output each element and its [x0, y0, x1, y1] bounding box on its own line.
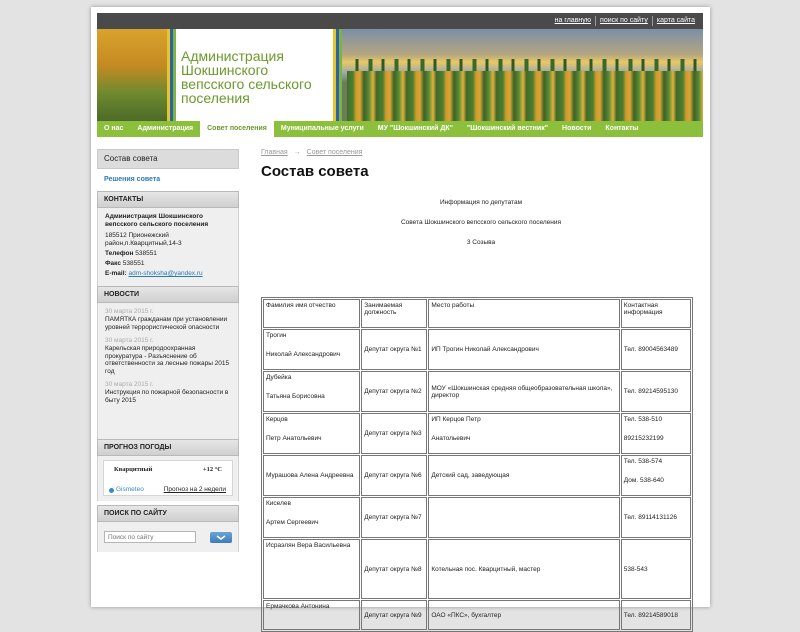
- column-header: Занимаемая должность: [361, 299, 427, 328]
- search-heading: ПОИСК ПО САЙТУ: [97, 505, 239, 522]
- site-search-link[interactable]: поиск по сайту: [595, 16, 652, 26]
- contacts-block: [97, 208, 239, 286]
- cell-name: Керцов Петр Анатольевич: [263, 413, 360, 454]
- info-convocation: 3 Созыва: [466, 239, 496, 246]
- email-link[interactable]: adm-shoksha@yandex.ru: [128, 270, 203, 277]
- cell-contact: Тел. 89114131126: [621, 497, 691, 538]
- flag-stripes-left: [167, 29, 176, 121]
- cell-work: Котельная пос. Кварцитный, мастер: [428, 539, 619, 599]
- column-header: Фамилия имя отчество: [263, 299, 360, 328]
- cell-position: Депутат округа №8: [361, 539, 427, 599]
- search-input[interactable]: [104, 531, 196, 543]
- two-week-forecast-link[interactable]: Прогноз на 2 недели: [163, 486, 226, 493]
- cell-name: Дубейка Татьяна Борисовна: [263, 371, 360, 412]
- cell-name: Исраэлян Вера Васильевна: [263, 539, 360, 599]
- cell-name: Мурашова Алена Андреевна: [263, 455, 360, 496]
- column-header: Контактная информация: [621, 299, 691, 328]
- cell-contact: 538-543: [621, 539, 691, 599]
- breadcrumb-separator: →: [293, 149, 301, 156]
- contact-fax: Факс 538551: [105, 260, 145, 267]
- cell-position: Депутат округа №7: [361, 497, 427, 538]
- nav-item-administration[interactable]: Администрация: [137, 125, 194, 132]
- search-form: [104, 524, 232, 550]
- nav-item-news[interactable]: Новости: [562, 125, 592, 132]
- news-heading: НОВОСТИ: [97, 286, 239, 303]
- cell-name: Трогин Николай Александрович: [263, 329, 360, 370]
- news-block: [97, 303, 239, 439]
- top-links: [551, 16, 699, 26]
- cell-work: ИП Трогин Николай Александрович: [428, 329, 619, 370]
- cell-name: Киселев Артем Сергеевич: [263, 497, 360, 538]
- gismeteo-logo[interactable]: Gismeteo: [109, 486, 144, 494]
- cell-work: Детский сад, заведующая: [428, 455, 619, 496]
- table-row: [263, 329, 691, 370]
- table-row: [263, 600, 691, 630]
- weather-temperature: +12 °C: [202, 466, 222, 473]
- column-header: Место работы: [428, 299, 619, 328]
- nav-item-services[interactable]: Муниципальные услуги: [280, 125, 364, 132]
- cell-work: ИП Керцов Петр Анатольевич: [428, 413, 619, 454]
- deputies-table: [261, 297, 693, 632]
- cell-position: Депутат округа №9: [361, 600, 427, 630]
- contact-phone: Телефон 538551: [105, 250, 157, 257]
- table-row: [263, 497, 691, 538]
- search-button[interactable]: [210, 532, 232, 543]
- weather-heading: ПРОГНОЗ ПОГОДЫ: [97, 439, 239, 456]
- forest-foreground: [347, 71, 703, 121]
- cell-contact: Тел. 538-574 Дом. 538-640: [621, 455, 691, 496]
- table-row: [263, 539, 691, 599]
- top-bar: [97, 13, 703, 29]
- cell-contact: Тел. 89214589018: [621, 600, 691, 630]
- search-arrow-icon: [216, 534, 226, 541]
- cell-position: Депутат округа №2: [361, 371, 427, 412]
- cell-name: Ермачкова Антонина: [263, 600, 360, 630]
- news-title[interactable]: ПАМЯТКА гражданам при установлении уровней террористической опасности: [105, 316, 228, 331]
- nav-item-culture-house[interactable]: МУ "Шокшинский ДК": [377, 125, 453, 132]
- breadcrumb-council[interactable]: Совет поселения: [306, 149, 363, 156]
- cell-contact: Тел. 538-510 89215232199: [621, 413, 691, 454]
- contact-org: Администрация Шокшинского вепсского сельского поселения: [105, 213, 209, 228]
- news-item[interactable]: [105, 337, 232, 375]
- page-title: Состав совета: [261, 163, 369, 180]
- table-row: [263, 455, 691, 496]
- sidebar-item-council-decisions[interactable]: Решения совета: [104, 176, 161, 183]
- nav-item-contacts[interactable]: Контакты: [605, 125, 639, 132]
- table-row: [263, 371, 691, 412]
- sidebar: [97, 149, 239, 552]
- news-item[interactable]: [105, 381, 232, 404]
- info-heading: Информация по депутатам: [439, 199, 523, 206]
- news-title[interactable]: Инструкция по пожарной безопасности в быту 2015: [105, 389, 229, 404]
- news-date: 30 марта 2015 г.: [105, 381, 154, 388]
- info-council: Совета Шокшинского вепсского сельского поселения: [400, 219, 562, 226]
- weather-widget: [103, 460, 233, 496]
- page-container: [91, 7, 710, 619]
- sitemap-link[interactable]: карта сайта: [652, 16, 699, 26]
- cell-work: МОУ «Шокшинская средняя общеобразовательная школа», директор: [428, 371, 619, 412]
- cell-position: Депутат округа №1: [361, 329, 427, 370]
- weather-city: Кварцитный: [114, 466, 153, 473]
- main-content: [261, 149, 701, 619]
- news-item[interactable]: [105, 308, 232, 331]
- table-row: [263, 413, 691, 454]
- header-banner: [97, 29, 703, 121]
- nav-item-bulletin[interactable]: "Шокшинский вестник": [466, 125, 549, 132]
- news-date: 30 марта 2015 г.: [105, 337, 154, 344]
- weather-block: [97, 456, 239, 501]
- sidebar-current-item[interactable]: Состав совета: [97, 149, 239, 169]
- cell-work: [428, 497, 619, 538]
- search-block: [97, 522, 239, 552]
- gismeteo-icon: [109, 488, 114, 493]
- contact-email: E-mail: adm-shoksha@yandex.ru: [105, 270, 203, 277]
- contacts-heading: КОНТАКТЫ: [97, 191, 239, 208]
- home-link[interactable]: на главную: [554, 17, 592, 24]
- breadcrumb-home[interactable]: Главная: [261, 149, 288, 156]
- breadcrumb: [261, 149, 701, 161]
- nav-item-about[interactable]: О нас: [104, 125, 124, 132]
- site-title[interactable]: Администрация Шокшинского вепсского сельского поселения: [181, 48, 312, 106]
- forest-left: [97, 29, 167, 121]
- cell-work: ОАО «ПКС», бухгалтер: [428, 600, 619, 630]
- main-nav: [97, 121, 703, 137]
- cell-contact: Тел. 89214595130: [621, 371, 691, 412]
- cell-position: Депутат округа №3: [361, 413, 427, 454]
- contact-address: 185512 Прионежский район,п.Кварцитный,14-3: [105, 232, 182, 247]
- flag-stripes-right: [333, 29, 342, 121]
- cell-contact: Тел. 89004563489: [621, 329, 691, 370]
- cell-position: Депутат округа №6: [361, 455, 427, 496]
- nav-item-council[interactable]: Совет поселения: [200, 121, 274, 137]
- news-title[interactable]: Карельская природоохранная прокуратура - Разъяснение об ответственности за лесные пожары 2015 год: [105, 345, 230, 375]
- table-header-row: [263, 299, 691, 328]
- news-date: 30 марта 2015 г.: [105, 308, 154, 315]
